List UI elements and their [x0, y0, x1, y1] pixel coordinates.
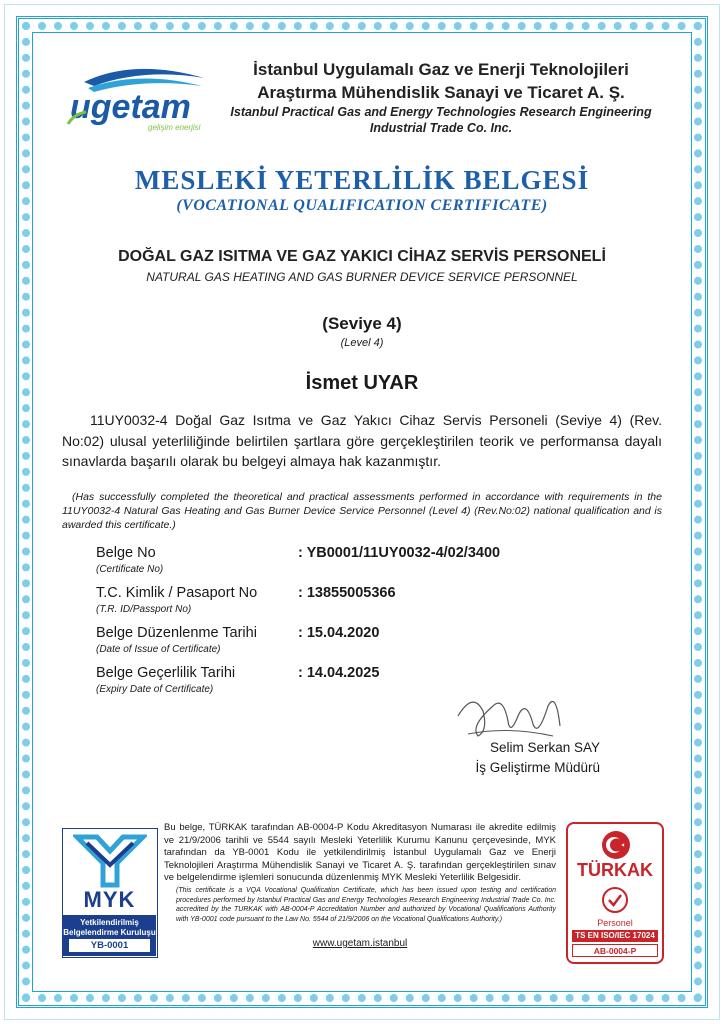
field-label: Belge Geçerlilik Tarihi — [96, 665, 236, 681]
myk-line2: Belgelendirme Kuruluşu — [63, 928, 156, 937]
accreditation-text-en: (This certificate is a VQA Vocational Qualification Certificate, which has been issued upon testing and certification procedures performed by Istanbul Practical Gas and Energy Technologies Research Engineering Industrial Trade Co. Inc. accredited by the TURKAK with AB-0004-P Accreditation Number and authorized by Vocational Qualifications Authority with YB-0001 code pursuant to the Law No. 5544 of 21/9/2006 on the Vocational Qualifications Authority.) — [176, 887, 556, 923]
turkak-badge — [566, 822, 664, 964]
svg-text:ugetam: ugetam — [70, 88, 191, 126]
field-certificate-no — [96, 545, 596, 585]
signatory-title: İş Geliştirme Müdürü — [475, 760, 600, 775]
issuer-name-en-line1: Istanbul Practical Gas and Energy Technologies Research Engineering — [230, 105, 652, 119]
myk-code: YB-0001 — [69, 939, 150, 952]
issuer-name-tr-line1: İstanbul Uygulamalı Gaz ve Enerji Teknolojileri — [253, 60, 629, 79]
field-value: : 13855005366 — [298, 585, 396, 601]
description-en: (Has successfully completed the theoretical and practical assessments performed in accordance with requirements in the 11UY0032-4 Natural Gas Heating and Gas Burner Device Service Personnel (Level 4) (Rev.No:02) national qualification and is awarded this certificate.) — [62, 491, 662, 531]
issuer-name-en-line2: Industrial Trade Co. Inc. — [369, 121, 513, 135]
accreditation-text-tr: Bu belge, TÜRKAK tarafından AB-0004-P Kodu Akreditasyon Numarası ile akredite edilmiş ve 21/9/2006 tarihli ve 5544 sayılı Mesleki Yeterlilik Kurumu Kanunu çerçevesinde, MYK tarafından da YB-0001 Kodu ile yetkilendirilmiş İstanbul Uygulamalı Gaz ve Enerji Teknolojileri Araştırma Mühendislik Sanayi ve Ticaret A. Ş. tarafından gerçekleştirilen sınav ve belgelendirme işlemleri sonucunda düzenlenmiş MYK Mesleki Yeterlilik Belgesidir. — [164, 822, 556, 883]
myk-emblem-icon — [73, 833, 147, 889]
myk-line1: Yetkilendirilmiş — [80, 918, 139, 927]
myk-word: MYK — [83, 887, 136, 912]
field-value: : YB0001/11UY0032-4/02/3400 — [298, 545, 501, 561]
checkmark-icon — [601, 886, 629, 914]
myk-badge — [62, 828, 158, 958]
ugetam-logo — [64, 64, 214, 134]
description-tr: 11UY0032-4 Doğal Gaz Isıtma ve Gaz Yakıcı Cihaz Servis Personeli (Seviye 4) (Rev. No:02) ulusal yeterliliğinde belirtilen şartlara göre gerçekleştirilen teorik ve performansa dayalı sınavlarda başarılı olarak bu belgeyi almaya hak kazanmıştır. — [62, 412, 662, 469]
crescent-star-icon — [601, 830, 631, 860]
turkak-line1: Personel — [597, 918, 633, 928]
level-en: (Level 4) — [340, 337, 384, 349]
occupation-en: NATURAL GAS HEATING AND GAS BURNER DEVICE SERVICE PERSONNEL — [146, 270, 578, 284]
field-id-no — [96, 585, 596, 625]
signatory-name: Selim Serkan SAY — [489, 740, 600, 755]
website-link[interactable]: www.ugetam.istanbul — [312, 938, 408, 949]
field-label-en: (Expiry Date of Certificate) — [96, 684, 214, 695]
field-label: Belge No — [96, 545, 156, 561]
handwritten-signature — [448, 686, 568, 746]
certificate-subtitle: (VOCATIONAL QUALIFICATION CERTIFICATE) — [176, 197, 548, 214]
occupation-tr: DOĞAL GAZ ISITMA VE GAZ YAKICI CİHAZ SERVİS PERSONELİ — [118, 248, 606, 265]
field-value: : 14.04.2025 — [298, 665, 380, 681]
field-label: Belge Düzenlenme Tarihi — [96, 625, 257, 641]
field-label-en: (Date of Issue of Certificate) — [96, 644, 221, 655]
issuer-name-block — [226, 58, 656, 136]
certificate-fields — [96, 545, 596, 705]
issuer-name-tr-line2: Araştırma Mühendislik Sanayi ve Ticaret A. Ş. — [257, 83, 625, 102]
svg-text:gelişim enerjisi: gelişim enerjisi — [148, 123, 201, 132]
level-tr: (Seviye 4) — [322, 314, 402, 333]
field-label-en: (T.R. ID/Passport No) — [96, 604, 192, 615]
field-issue-date — [96, 625, 596, 665]
turkak-line2: TS EN ISO/IEC 17024 — [572, 930, 658, 942]
field-label: T.C. Kimlik / Pasaport No — [96, 585, 258, 601]
field-value: : 15.04.2020 — [298, 625, 380, 641]
field-label-en: (Certificate No) — [96, 564, 164, 575]
turkak-code: AB-0004-P — [572, 944, 658, 957]
holder-name: İsmet UYAR — [305, 372, 419, 394]
turkak-word: TÜRKAK — [577, 860, 653, 880]
certificate-title: MESLEKİ YETERLİLİK BELGESİ — [134, 165, 590, 195]
